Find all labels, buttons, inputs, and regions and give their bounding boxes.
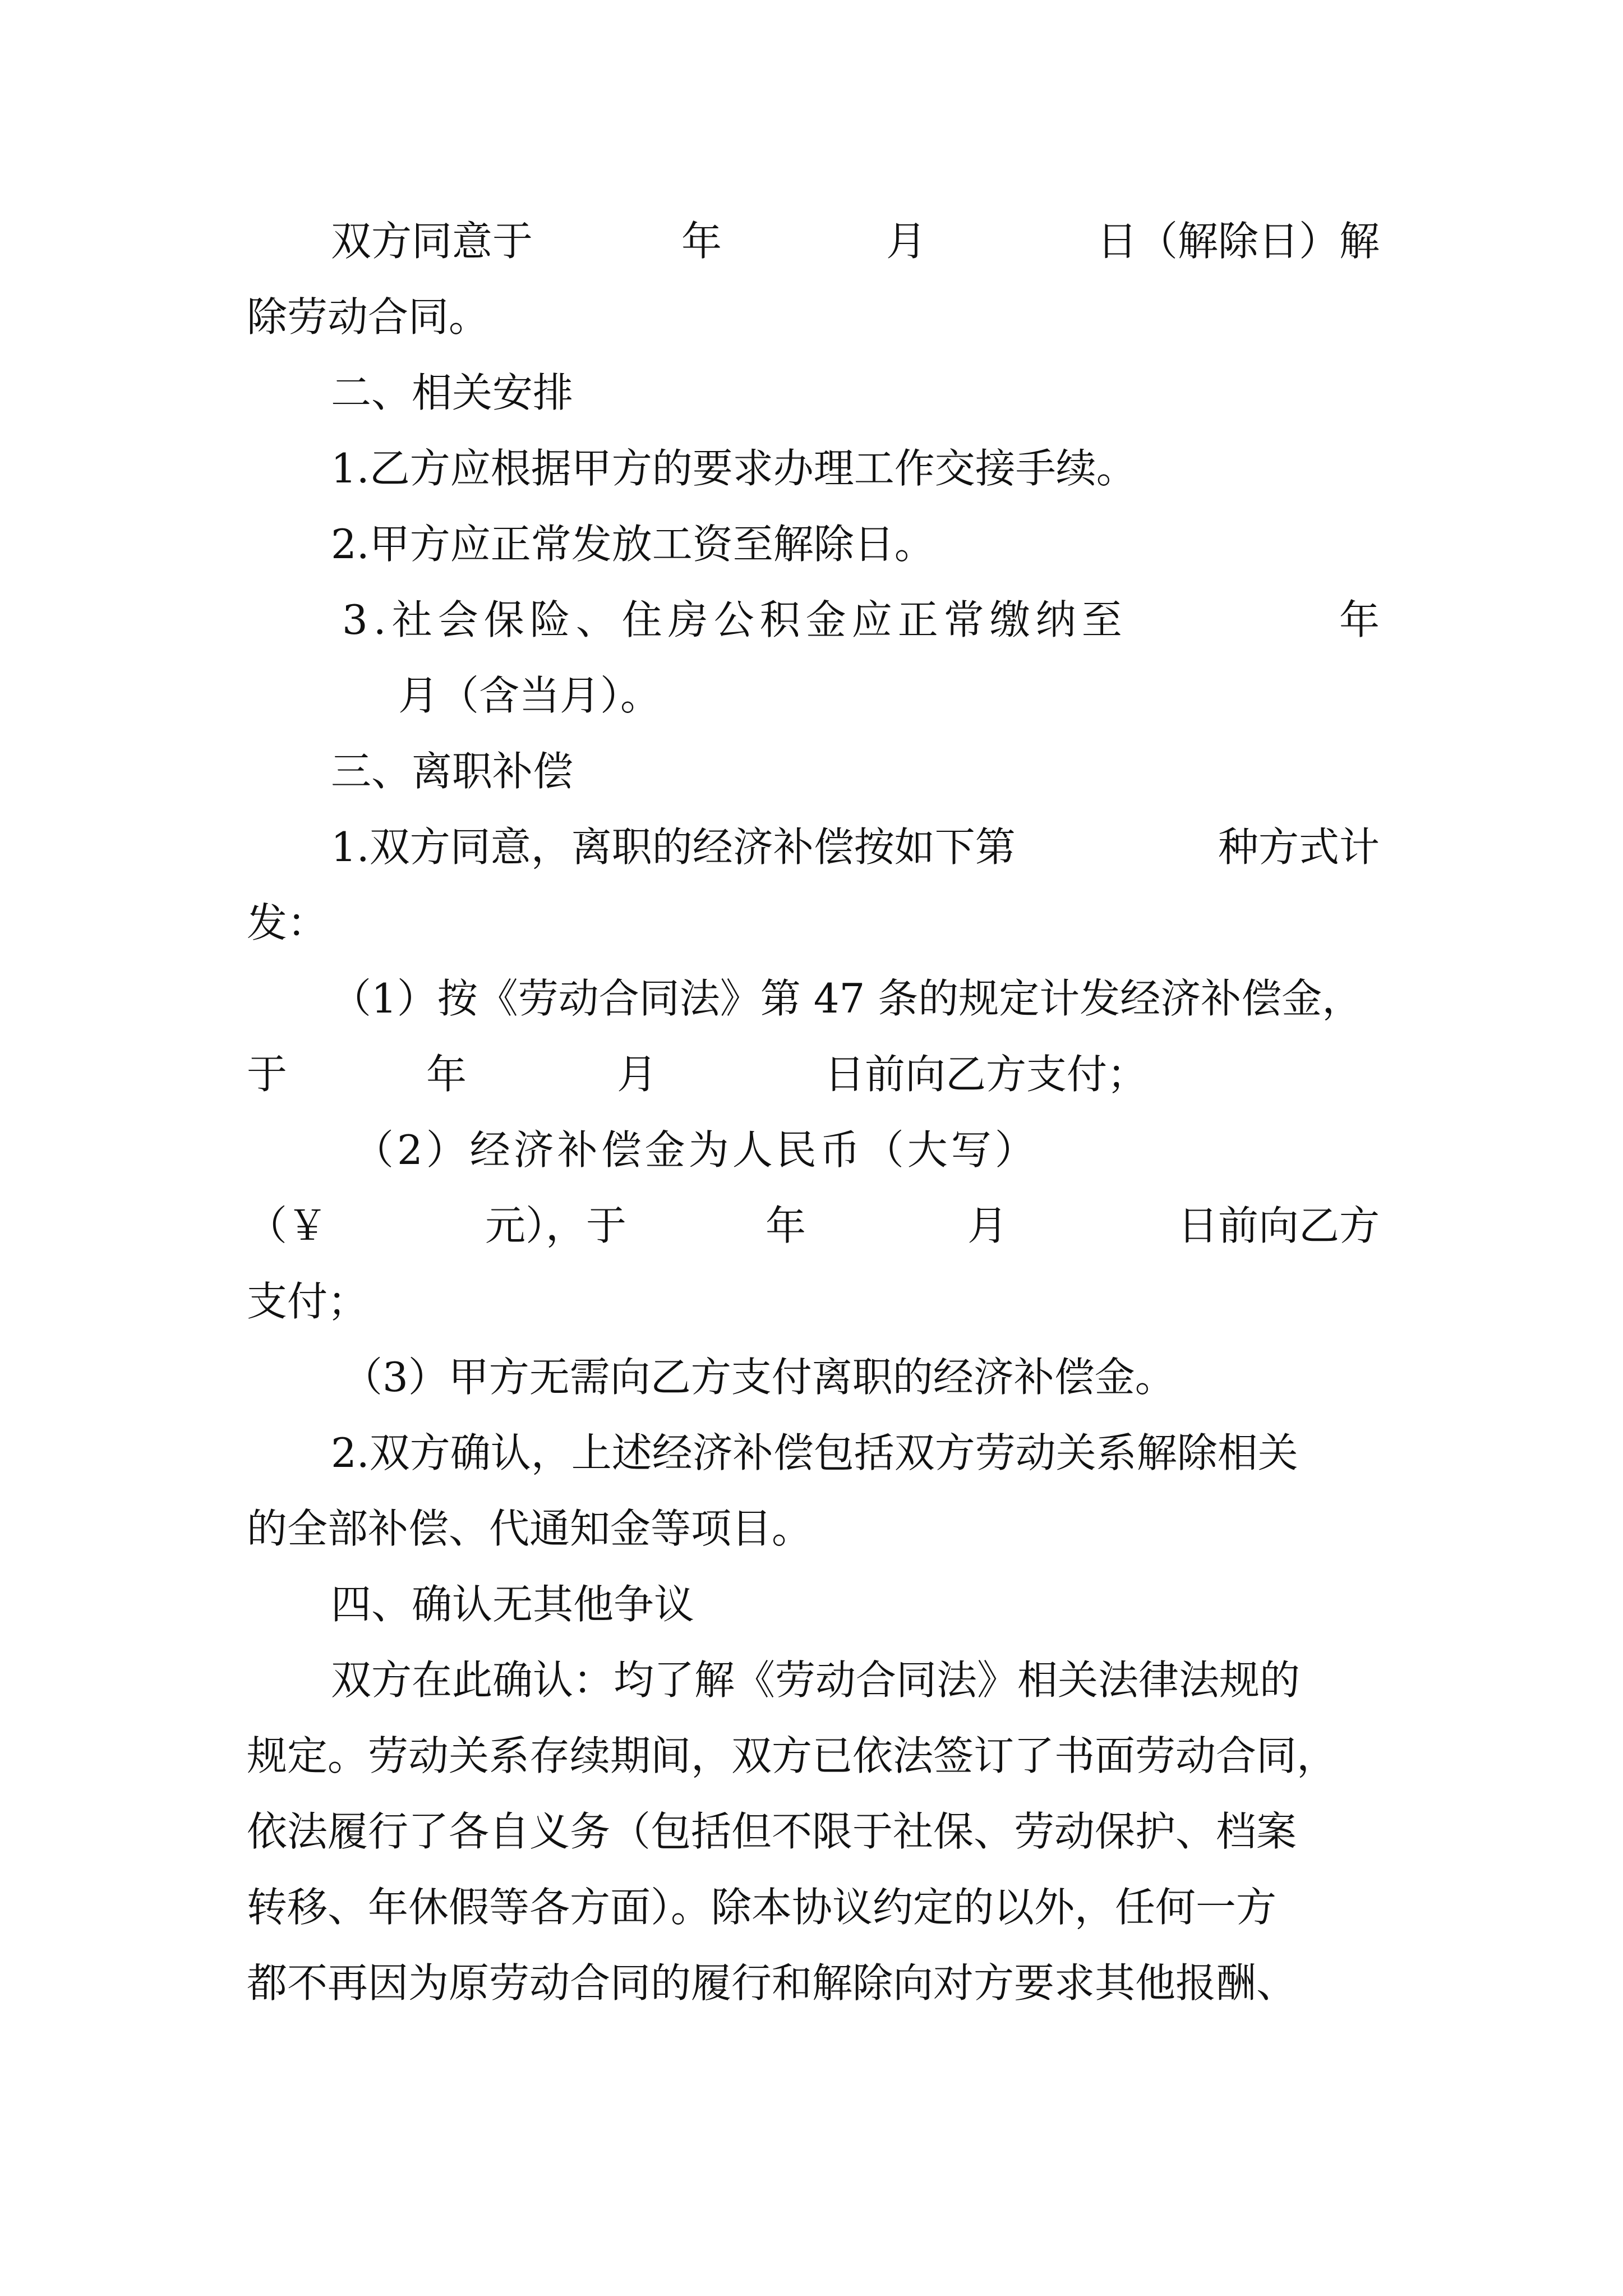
- text-segment: 日前向乙方: [1177, 1202, 1380, 1249]
- clause-2-3-line-2: [398, 670, 1531, 721]
- text-segment: 种方式计: [1218, 823, 1380, 871]
- blank-month-label: 月: [886, 218, 927, 265]
- option-2-line-2: [247, 1200, 1380, 1251]
- section-heading-arrangements: [331, 367, 1464, 418]
- heading-text: 三、离职补偿: [331, 748, 574, 795]
- text-segment: （2）经济补偿金为人民币（大写）: [353, 1126, 1039, 1174]
- option-1-line-1: [331, 973, 1464, 1024]
- section-heading-compensation: [331, 746, 1464, 797]
- paragraph-termination-date-line: [331, 216, 1380, 266]
- blank-year-label: 年: [681, 218, 722, 265]
- text-segment: 月（含当月）。: [398, 672, 661, 719]
- option-2-line-1: [353, 1125, 1486, 1175]
- option-3: [342, 1352, 1475, 1402]
- paragraph-4-line-2: [247, 1731, 1380, 1781]
- text-segment: 发：: [247, 899, 328, 946]
- paragraph-4-line-1: [331, 1655, 1464, 1705]
- blank-month-label: 月: [967, 1202, 1008, 1249]
- text-segment: 2.甲方应正常发放工资至解除日。: [331, 521, 935, 568]
- clause-2-3-line-1: [342, 595, 1380, 645]
- text-segment: （￥: [247, 1202, 328, 1249]
- text-segment: 双方同意于: [331, 218, 533, 265]
- text-segment: 于: [247, 1051, 288, 1098]
- text-segment: 规定。劳动关系存续期间，双方已依法签订了书面劳动合同，: [247, 1732, 1338, 1779]
- clause-2-1: [331, 443, 1464, 494]
- text-segment: 转移、年休假等各方面）。除本协议约定的以外，任何一方: [247, 1884, 1277, 1931]
- text-segment: 元），于: [485, 1202, 627, 1249]
- text-segment: 都不再因为原劳动合同的履行和解除向对方要求其他报酬、: [247, 1959, 1297, 2007]
- paragraph-line: [247, 292, 1380, 342]
- paragraph-4-line-5: [247, 1958, 1380, 2008]
- text-segment: 依法履行了各自义务（包括但不限于社保、劳动保护、档案: [247, 1808, 1297, 1855]
- paragraph-4-line-3: [247, 1806, 1380, 1857]
- text-segment: 1.乙方应根据甲方的要求办理工作交接手续。: [331, 445, 1137, 492]
- blank-year-label: 年: [426, 1051, 467, 1098]
- clause-3-2-line-2: [247, 1503, 1380, 1554]
- option-2-line-3: [247, 1276, 1380, 1327]
- clause-3-2-line-1: [331, 1428, 1464, 1478]
- text-segment: 3.社会保险、住房公积金应正常缴纳至: [342, 596, 1128, 643]
- text-segment: （3）甲方无需向乙方支付离职的经济补偿金。: [342, 1354, 1175, 1401]
- clause-2-2: [331, 519, 1464, 569]
- text-segment: 的全部补偿、代通知金等项目。: [247, 1505, 813, 1552]
- heading-text: 四、确认无其他争议: [331, 1581, 695, 1628]
- option-1-line-2: [247, 1049, 1380, 1099]
- text-segment: （1）按《劳动合同法》第 47 条的规定计发经济补偿金，: [331, 975, 1363, 1022]
- paragraph-4-line-4: [247, 1882, 1380, 1932]
- blank-month-label: 月: [617, 1051, 658, 1098]
- text-segment: 日前向乙方支付；: [824, 1051, 1148, 1098]
- heading-text: 二、相关安排: [331, 369, 574, 416]
- clause-3-1-line-1: [331, 822, 1380, 872]
- text-segment: 支付；: [247, 1278, 368, 1325]
- text-segment: 2.双方确认，上述经济补偿包括双方劳动关系解除相关: [331, 1429, 1298, 1476]
- clause-3-1-line-2: [247, 898, 1380, 948]
- blank-year-label: 年: [1339, 596, 1380, 643]
- text-segment: 日（解除日）解: [1096, 218, 1380, 265]
- text-segment: 除劳动合同。: [247, 293, 490, 341]
- text-segment: 双方在此确认：均了解《劳动合同法》相关法律法规的: [331, 1657, 1301, 1704]
- section-heading-no-dispute: [331, 1579, 1464, 1630]
- text-segment: 1.双方同意，离职的经济补偿按如下第: [331, 823, 1016, 871]
- blank-year-label: 年: [766, 1202, 806, 1249]
